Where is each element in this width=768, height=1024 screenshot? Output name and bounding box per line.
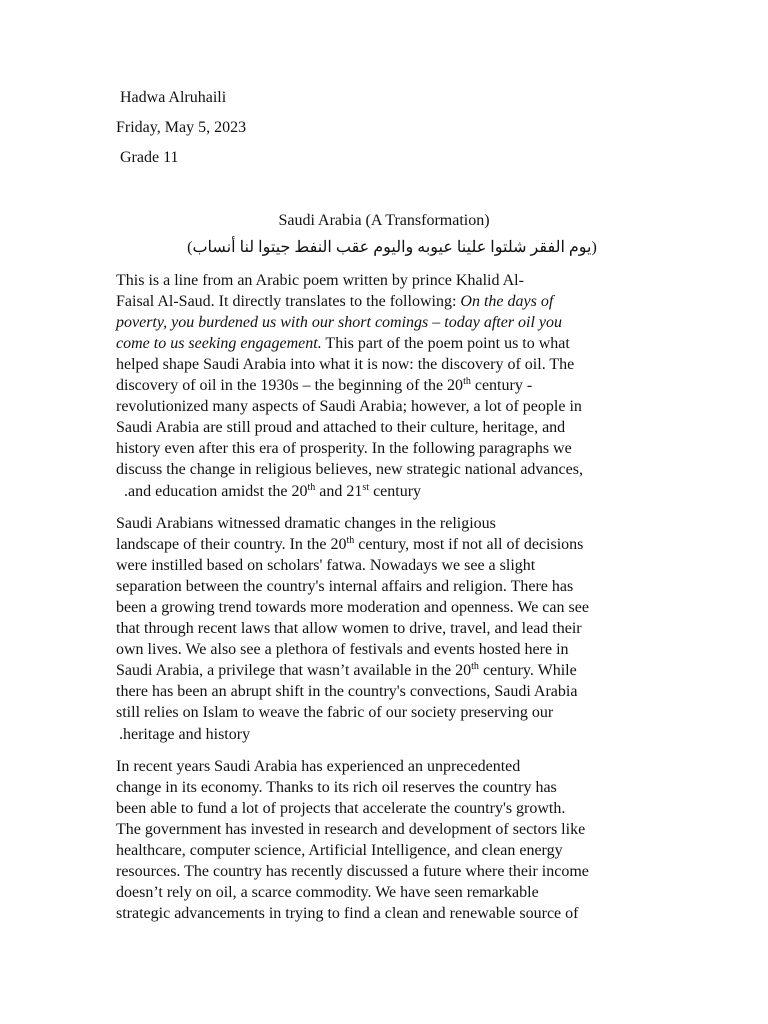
p2-line: still relies on Islam to weave the fabric of our society preserving our [116, 704, 554, 721]
p1-line [124, 482, 421, 502]
p3-line: strategic advancements in trying to find a clean and renewable source of [116, 905, 579, 922]
text-run: Faisal Al-Saud. It directly translates to the following: [116, 293, 461, 310]
p3-line: The government has invested in research and development of sectors like [116, 821, 586, 838]
essay-title: Saudi Arabia (A Transformation) [278, 212, 490, 229]
grade-line: Grade 11 [120, 149, 179, 166]
text-run: landscape of their country. In the 20 [116, 536, 347, 553]
p1-line [116, 292, 553, 312]
p2-line: there has been an abrupt shift in the country's convections, Saudi Arabia [116, 683, 578, 700]
superscript: th [471, 661, 479, 672]
p2-line: own lives. We also see a plethora of festivals and events hosted here in [116, 641, 569, 658]
p3-line: been able to fund a lot of projects that accelerate the country's growth. [116, 800, 566, 817]
p1-line [116, 313, 562, 333]
italic-translation: come to us seeking engagement. [116, 335, 322, 352]
date-line: Friday, May 5, 2023 [116, 119, 247, 136]
p2-line: that through recent laws that allow women to drive, travel, and lead their [116, 620, 582, 637]
text-run: century. While [478, 662, 577, 679]
p1-line: history even after this era of prosperity. In the following paragraphs we [116, 440, 572, 457]
text-run: century, most if not all of decisions [354, 536, 584, 553]
italic-translation: On the days of [460, 293, 554, 310]
text-run: century [369, 483, 422, 500]
superscript: st [362, 482, 370, 493]
text-run: Saudi Arabia, a privilege that wasn’t available in the 20 [116, 662, 472, 679]
p3-line: change in its economy. Thanks to its rich oil reserves the country has [116, 779, 557, 796]
italic-translation: poverty, you burdened us with our short comings – today after oil you [116, 314, 563, 331]
arabic-verse: (يوم الفقر شلتوا علينا عيوبه واليوم عقب النفط جيتوا لنا أنساب) [187, 239, 597, 256]
superscript: th [463, 376, 471, 387]
p1-line: revolutionized many aspects of Saudi Arabia; however, a lot of people in [116, 398, 582, 415]
p3-line: resources. The country has recently discussed a future where their income [116, 863, 589, 880]
p1-line: discuss the change in religious believes, new strategic national advances, [116, 461, 583, 478]
p1-line: This is a line from an Arabic poem written by prince Khalid Al- [116, 272, 524, 289]
superscript: th [346, 535, 355, 546]
text-run: .and education amidst the 20 [124, 483, 308, 500]
text-run: century - [470, 377, 533, 394]
p1-line: helped shape Saudi Arabia into what it is now: the discovery of oil. The [116, 356, 575, 373]
p2-line: been a growing trend towards more moderation and openness. We can see [116, 599, 589, 616]
p2-line: Saudi Arabians witnessed dramatic changes in the religious [116, 515, 496, 532]
p3-line: doesn’t rely on oil, a scarce commodity. We have seen remarkable [116, 884, 539, 901]
p3-line: In recent years Saudi Arabia has experienced an unprecedented [116, 758, 521, 775]
p1-line [116, 376, 532, 396]
p2-line: .heritage and history [119, 726, 251, 743]
p1-line: Saudi Arabia are still proud and attached to their culture, heritage, and [116, 419, 566, 436]
p2-line [116, 661, 577, 681]
text-run: This part of the poem point us to what [321, 335, 570, 352]
p3-line: healthcare, computer science, Artificial Intelligence, and clean energy [116, 842, 563, 859]
text-run: and 21 [315, 483, 363, 500]
p2-line: separation between the country's internal affairs and religion. There has [116, 578, 574, 595]
author-name: Hadwa Alruhaili [120, 89, 227, 106]
p1-line [116, 334, 570, 354]
p2-line [116, 535, 583, 555]
superscript: th [307, 482, 316, 493]
text-run: discovery of oil in the 1930s – the beginning of the 20 [116, 377, 464, 394]
p2-line: were instilled based on scholars' fatwa. Nowadays we see a slight [116, 557, 536, 574]
